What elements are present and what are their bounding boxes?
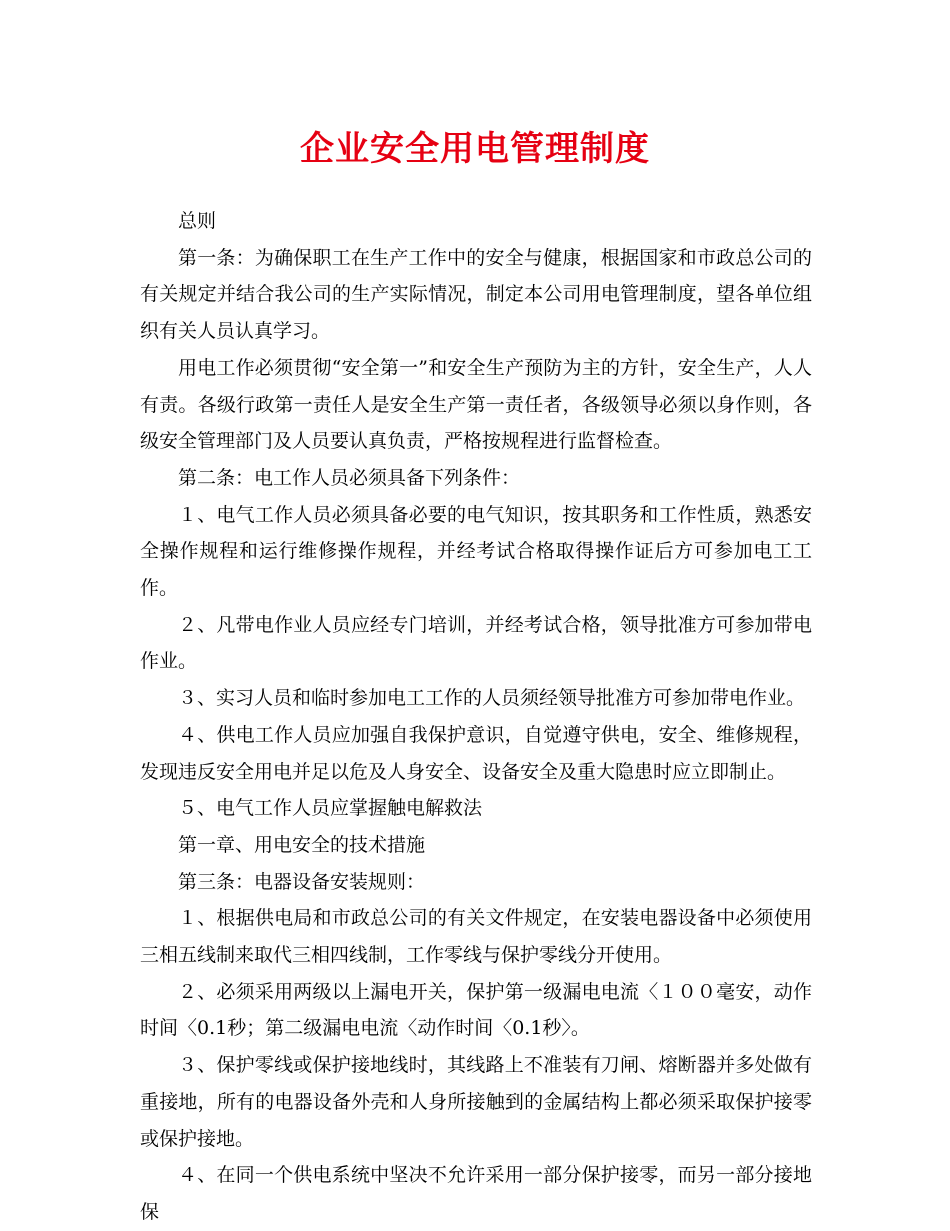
document-body: [140, 203, 812, 1231]
document-title: 企业安全用电管理制度: [300, 129, 650, 169]
paragraph-item: ５、电气工作人员应掌握触电解救法: [178, 797, 483, 820]
paragraph-general-rules: 总则: [178, 210, 217, 232]
paragraph-item: ４、供电工作人员应加强自我保护意识，自觉遵守供电，安全、维修规程，发现违反安全用电并足以危及人身安全、设备安全及重大隐患时应立即制止。: [140, 723, 812, 783]
paragraph-article-3: 第三条：电器设备安装规则：: [178, 870, 426, 893]
paragraph-chapter-1: 第一章、用电安全的技术措施: [178, 833, 426, 856]
paragraph-item: １、根据供电局和市政总公司的有关文件规定，在安装电器设备中必须使用三相五线制来取代三相四线制，工作零线与保护零线分开使用。: [140, 907, 812, 967]
paragraph-item: ４、在同一个供电系统中坚决不允许采用一部分保护接零，而另一部分接地保: [140, 1164, 812, 1223]
paragraph-article-2: 第二条：电工作人员必须具备下列条件：: [178, 466, 521, 489]
paragraph-item: １、电气工作人员必须具备必要的电气知识，按其职务和工作性质，熟悉安全操作规程和运行维修操作规程，并经考试合格取得操作证后方可参加电工工作。: [140, 503, 812, 600]
paragraph-article-1: 第一条：为确保职工在生产工作中的安全与健康，根据国家和市政总公司的有关规定并结合我公司的生产实际情况，制定本公司用电管理制度，望各单位组织有关人员认真学习。: [140, 246, 812, 343]
paragraph-item: ３、实习人员和临时参加电工工作的人员须经领导批准方可参加带电作业。: [178, 687, 806, 710]
paragraph-item: ２、必须采用两级以上漏电开关，保护第一级漏电电流〈１００毫安，动作时间〈0.1秒；第二级漏电电流〈动作时间〈0.1秒〉。: [140, 980, 812, 1040]
paragraph-safety-policy: 用电工作必须贯彻“安全第一”和安全生产预防为主的方针，安全生产，人人有责。各级行政第一责任人是安全生产第一责任者，各级领导必须以身作则，各级安全管理部门及人员要认真负责，严格按规程进行监督检查。: [140, 356, 812, 453]
paragraph-item: ３、保护零线或保护接地线时，其线路上不准装有刀闸、熔断器并多处做有重接地，所有的电器设备外壳和人身所接触到的金属结构上都必须采取保护接零或保护接地。: [140, 1054, 812, 1150]
paragraph-item: ２、凡带电作业人员应经专门培训，并经考试合格，领导批准方可参加带电作业。: [140, 613, 812, 673]
